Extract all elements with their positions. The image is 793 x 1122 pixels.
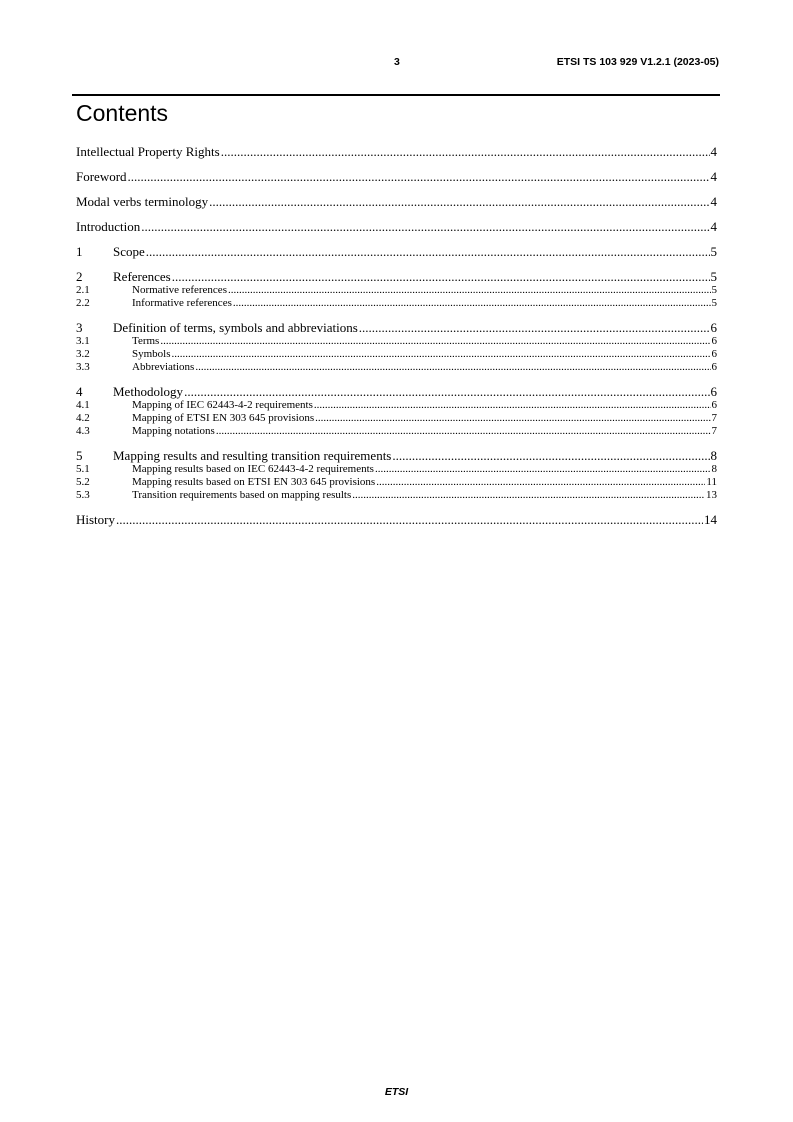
toc-entry-title: Mapping of IEC 62443-4-2 requirements [132,399,313,411]
toc-entry[interactable] [76,320,717,335]
toc-entry-number: 3.3 [76,361,90,373]
toc-entry-title: Informative references [132,297,232,309]
toc-dot-leader [376,476,705,489]
toc-entry[interactable] [76,169,717,184]
toc-entry-title: Introduction [76,219,141,234]
toc-entry-title: Intellectual Property Rights [76,144,220,159]
toc-entry-title: Mapping results based on IEC 62443-4-2 requirements [132,463,374,475]
toc-dot-leader [172,348,711,361]
toc-entry-page: 6 [710,384,717,399]
toc-entry-title: Mapping results and resulting transition requirements [113,448,392,463]
toc-entry-title: Definition of terms, symbols and abbreviations [113,320,358,335]
toc-dot-leader [233,297,711,310]
toc-entry-number: 2.1 [76,284,90,296]
toc-dot-leader [314,399,711,412]
toc-entry[interactable] [76,384,717,399]
toc-entry-number: 3.2 [76,348,90,360]
toc-entry-number: 3 [76,320,83,335]
toc-entry[interactable] [76,297,717,310]
toc-entry-title: Foreword [76,169,127,184]
toc-dot-leader [359,320,710,335]
toc-entry[interactable] [76,361,717,374]
toc-entry-title: Abbreviations [132,361,195,373]
toc-entry-page: 6 [711,361,717,373]
toc-entry[interactable] [76,448,717,463]
toc-entry-page: 4 [710,144,717,159]
toc-entry-title: Mapping of ETSI EN 303 645 provisions [132,412,315,424]
toc-entry-page: 6 [711,348,717,360]
toc-entry-number: 4.3 [76,425,90,437]
toc-dot-leader [146,244,710,259]
toc-entry-number: 4.1 [76,399,90,411]
toc-entry-page: 5 [710,244,717,259]
toc-dot-leader [375,463,711,476]
toc-entry[interactable] [76,194,717,209]
toc-entry-title: Symbols [132,348,171,360]
toc-entry-title: Terms [132,335,160,347]
toc-entry-number: 4.2 [76,412,90,424]
toc-entry-title: Mapping notations [132,425,215,437]
toc-entry[interactable] [76,284,717,297]
toc-entry-page: 4 [710,194,717,209]
toc-entry[interactable] [76,244,717,259]
toc-dot-leader [172,269,710,284]
toc-entry-number: 2 [76,269,83,284]
toc-entry-page: 11 [706,476,717,488]
toc-entry-number: 5.1 [76,463,90,475]
toc-dot-leader [116,512,703,527]
toc-entry-title: Methodology [113,384,184,399]
toc-dot-leader [392,448,709,463]
toc-entry[interactable] [76,425,717,438]
page-footer: ETSI [384,1086,409,1098]
page-title: Contents [76,100,169,126]
toc-entry-number: 1 [76,244,83,259]
toc-entry[interactable] [76,412,717,425]
toc-entry-title: History [76,512,115,527]
toc-entry-number: 2.2 [76,297,90,309]
toc-entry-title: Scope [113,244,145,259]
page-header [76,56,719,72]
toc-entry-page: 8 [711,463,717,475]
toc-dot-leader [228,284,711,297]
toc-entry[interactable] [76,269,717,284]
toc-dot-leader [352,489,705,502]
toc-entry-page: 13 [706,489,717,501]
toc-dot-leader [128,169,710,184]
toc-entry-number: 5.3 [76,489,90,501]
toc-dot-leader [315,412,710,425]
toc-entry-page: 8 [710,448,717,463]
toc-entry-page: 5 [711,284,717,296]
toc-entry-page: 4 [710,219,717,234]
toc-entry-number: 5 [76,448,83,463]
toc-entry-page: 14 [704,512,717,527]
toc-dot-leader [195,361,710,374]
document-reference: ETSI TS 103 929 V1.2.1 (2023-05) [556,56,719,68]
header-divider [72,94,720,96]
toc-entry-page: 5 [711,297,717,309]
toc-entry[interactable] [76,144,717,159]
toc-entry-title: Mapping results based on ETSI EN 303 645 provisions [132,476,376,488]
toc-entry-title: References [113,269,171,284]
toc-entry-title: Normative references [132,284,227,296]
toc-entry-page: 4 [710,169,717,184]
toc-entry[interactable] [76,348,717,361]
toc-dot-leader [221,144,710,159]
toc-entry-page: 6 [711,335,717,347]
toc-entry-page: 6 [710,320,717,335]
toc-dot-leader [209,194,709,209]
toc-entry-number: 5.2 [76,476,90,488]
toc-entry-page: 5 [710,269,717,284]
toc-entry-page: 6 [711,399,717,411]
toc-entry-page: 7 [711,425,717,437]
toc-entry[interactable] [76,219,717,234]
toc-entry[interactable] [76,476,717,489]
toc-entry[interactable] [76,489,717,502]
toc-entry-title: Transition requirements based on mapping results [132,489,352,501]
toc-entry[interactable] [76,463,717,476]
toc-entry[interactable] [76,335,717,348]
toc-entry-page: 7 [711,412,717,424]
toc-dot-leader [141,219,709,234]
toc-entry[interactable] [76,512,717,527]
toc-entry[interactable] [76,399,717,412]
toc-entry-title: Modal verbs terminology [76,194,209,209]
table-of-contents [76,144,717,527]
toc-entry-number: 4 [76,384,83,399]
toc-entry-number: 3.1 [76,335,90,347]
toc-dot-leader [160,335,710,348]
toc-dot-leader [216,425,711,438]
page-number: 3 [394,56,400,68]
toc-dot-leader [184,384,709,399]
